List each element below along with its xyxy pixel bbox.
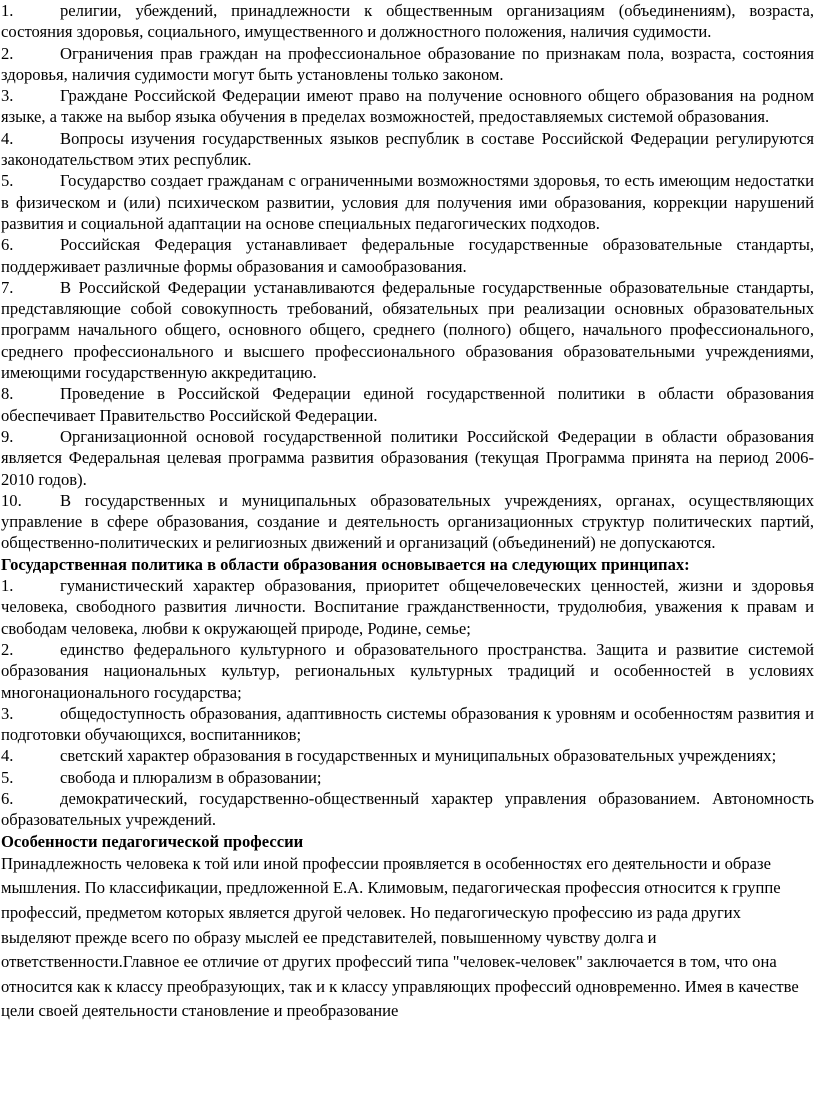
list-item [1,170,814,234]
item-text: свобода и плюрализм в образовании; [60,767,322,787]
item-number: 4. [1,746,14,766]
list-item [1,703,814,746]
item-text: В государственных и муниципальных образовательных учреждениях, органах, осуществляющих управление в сфере образования, создание и деятельность организационных структур политических партий, общественно-политических и религиозных движений и организаций (объединений) не допускаются. [1,490,814,553]
item-number: 2. [1,639,14,659]
item-text: единство федерального культурного и образовательного пространства. Защита и развитие системой образования национальных культур, региональных культурных традиций и особенностей в условиях многонационального государства; [1,639,814,702]
principles-heading: Государственная политика в области образования основывается на следующих принципах: [1,554,690,574]
item-text: Вопросы изучения государственных языков республик в составе Российской Федерации регулируются законодательством этих республик. [1,128,814,170]
profession-paragraph: Принадлежность человека к той или иной профессии проявляется в особенностях его деятельности и образе мышления. По классификации, предложенной Е.А. Климовым, педагогическая профессия относится к группе профессий, предметом которых является другой человек. Но педагогическую профессию из рада других выделяют прежде всего по образу мыслей ее представителей, повышенному чувству долга и ответственности.Главное ее отличие от других профессий типа "человек-человек" заключается в том, что она относится как к классу преобразующих, так и к классу управляющих профессий одновременно. Имея в качестве цели своей деятельности становление и преобразование [1,853,799,1021]
list-item [1,234,814,277]
item-text: Организационной основой государственной политики Российской Федерации в области образования является Федеральная целевая программа развития образования (текущая Программа принята на период 2006-2010 годов). [1,426,814,489]
list-item [1,639,814,703]
item-number: 6. [1,788,14,808]
list-item [1,128,814,171]
list-item [1,277,814,383]
list-item [1,767,814,788]
item-number: 3. [1,703,14,723]
list-item [1,745,814,766]
list-item [1,788,814,831]
item-number: 10. [1,490,22,510]
item-number: 8. [1,384,14,404]
rights-list [1,0,814,554]
list-item [1,426,814,490]
list-item [1,0,814,43]
item-number: 4. [1,128,14,148]
item-number: 3. [1,86,14,106]
item-text: религии, убеждений, принадлежности к общественным организациям (объединениям), возраста, состояния здоровья, социального, имущественного и должностного положения, наличия судимости. [1,1,814,42]
item-text: общедоступность образования, адаптивность системы образования к уровням и особенностям развития и подготовки обучающихся, воспитанников; [1,703,814,745]
item-text: Проведение в Российской Федерации единой государственной политики в области образования обеспечивает Правительство Российской Федерации. [1,384,814,425]
principles-list [1,575,814,831]
list-item [1,85,814,128]
item-number: 5. [1,171,14,191]
item-number: 1. [1,576,14,596]
item-text: Ограничения прав граждан на профессиональное образование по признакам пола, возраста, состояния здоровья, наличия судимости могут быть установлены только законом. [1,43,814,84]
item-text: светский характер образования в государственных и муниципальных образовательных учреждениях; [60,746,777,766]
list-item [1,490,814,554]
item-number: 6. [1,235,14,255]
item-number: 7. [1,277,14,297]
list-item [1,43,814,86]
item-number: 9. [1,426,14,446]
item-text: Граждане Российской Федерации имеют право на получение основного общего образования на родном языке, а также на выбор языка обучения в пределах возможностей, предоставляемых системой образования. [1,86,814,127]
item-number: 1. [1,1,14,20]
item-number: 2. [1,43,14,63]
list-item [1,383,814,426]
item-text: Российская Федерация устанавливает федеральные государственные образовательные стандарты, поддерживает различные формы образования и самообразования. [1,235,814,276]
item-text: гуманистический характер образования, приоритет общечеловеческих ценностей, жизни и здоровья человека, свободного развития личности. Воспитание гражданственности, трудолюбия, уважения к правам и свободам человека, любви к окружающей природе, Родине, семье; [1,576,814,638]
item-number: 5. [1,767,14,787]
item-text: В Российской Федерации устанавливаются федеральные государственные образовательные стандарты, представляющие собой совокупность требований, обязательных при реализации основных образовательных программ начального общего, основного общего, среднего (полного) общего, начального профессионального, среднего профессионального и высшего профессионального образования образовательными учреждениями, имеющими государственную аккредитацию. [1,277,814,383]
item-text: демократический, государственно-общественный характер управления образованием. Автономность образовательных учреждений. [1,788,814,830]
list-item [1,575,814,639]
item-text: Государство создает гражданам с ограниченными возможностями здоровья, то есть имеющим недостатки в физическом и (или) психическом развитии, условия для получения ими образования, коррекции нарушений развития и социальной адаптации на основе специальных педагогических подходов. [1,171,814,233]
profession-heading: Особенности педагогической профессии [1,831,304,851]
